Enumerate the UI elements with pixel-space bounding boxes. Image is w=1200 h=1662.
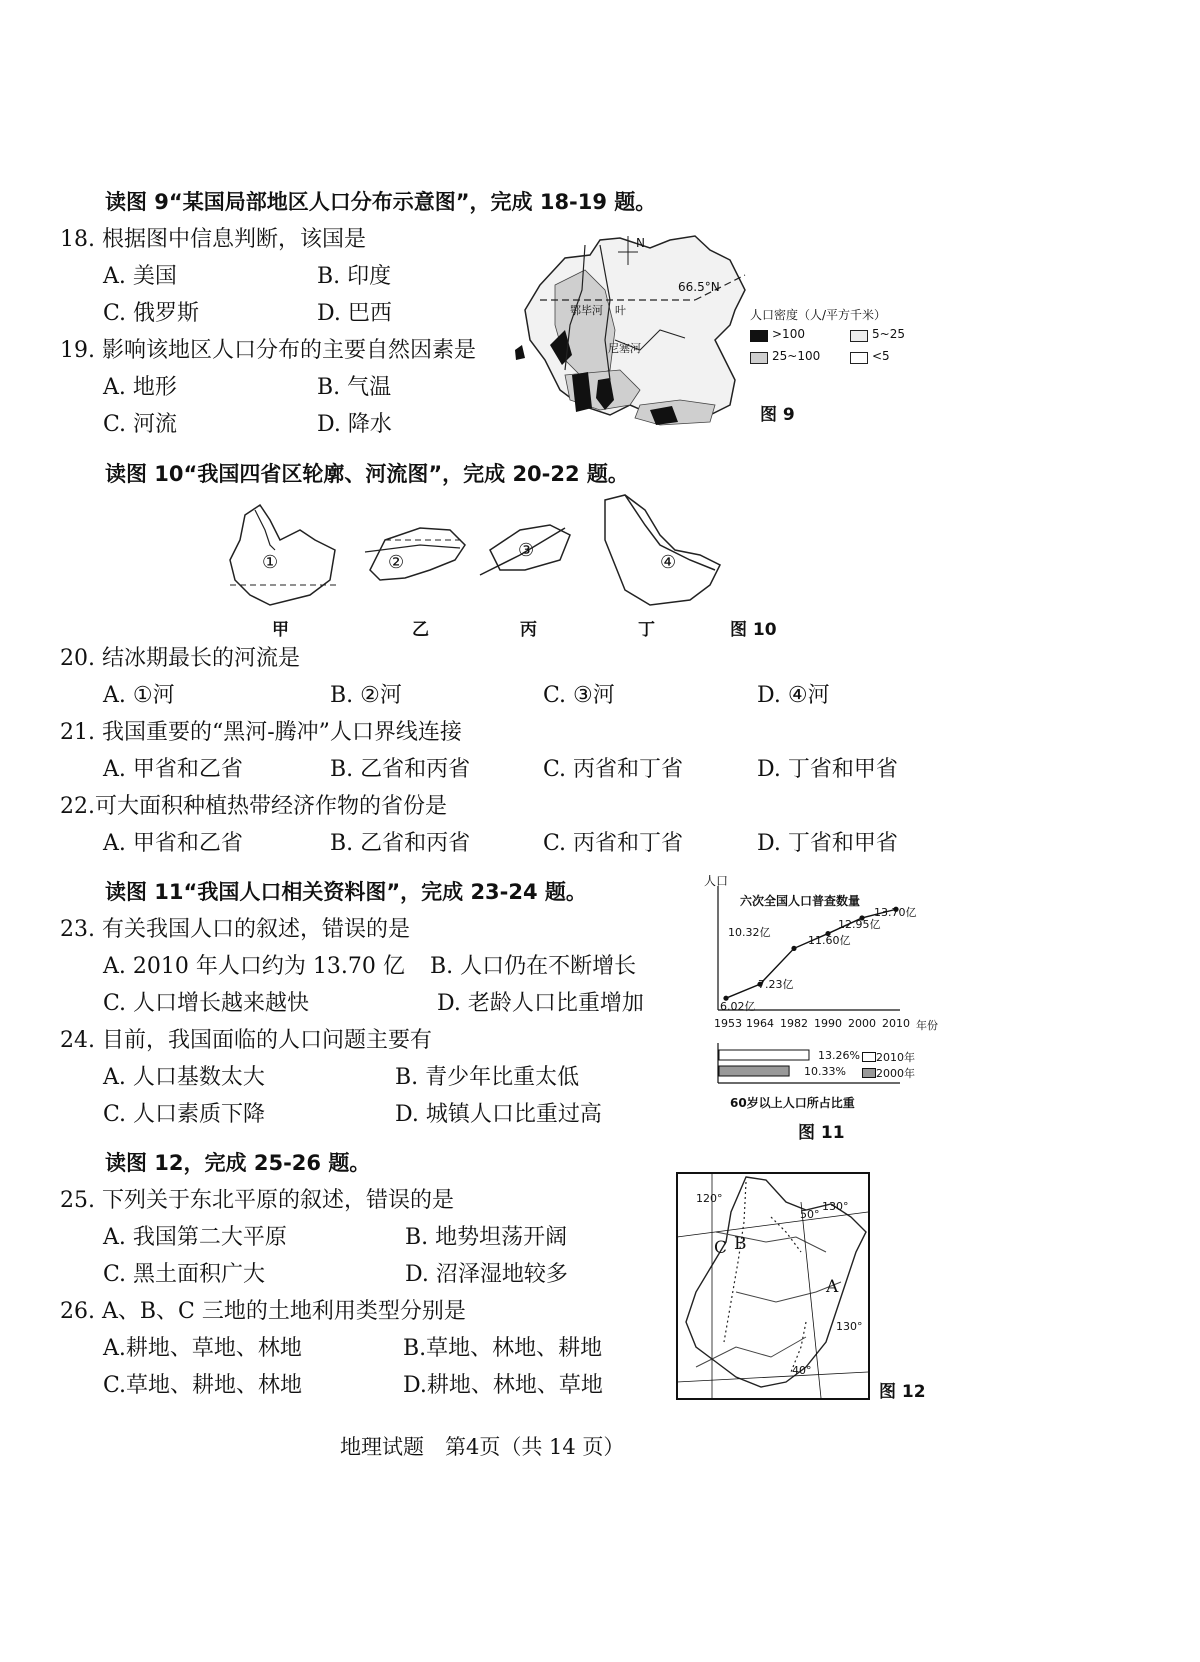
- figure-10-label: 图 10: [730, 620, 777, 640]
- question-24-option-b[interactable]: B. 青少年比重太低: [395, 1065, 580, 1090]
- parallel-label-50: 50°: [800, 1208, 820, 1221]
- legend-swatch-2010: [862, 1052, 876, 1062]
- section-intro-fig9: 读图 9“某国局部地区人口分布示意图”，完成 18-19 题。: [105, 190, 657, 214]
- population-chart-title: 六次全国人口普查数量: [740, 894, 861, 908]
- question-21-option-b[interactable]: B. 乙省和丙省: [330, 757, 471, 782]
- question-23-stem: 23. 有关我国人口的叙述，错误的是: [60, 917, 410, 942]
- question-25-option-d[interactable]: D. 沼泽湿地较多: [405, 1262, 568, 1287]
- question-24-stem: 24. 目前，我国面临的人口问题主要有: [60, 1028, 432, 1053]
- place-label-a: A: [826, 1277, 839, 1297]
- question-19-option-a[interactable]: A. 地形: [103, 375, 177, 400]
- question-20-option-c[interactable]: C. ③河: [543, 683, 615, 708]
- bar-label-2000: 10.33%: [804, 1065, 846, 1078]
- legend-title: 人口密度（人/平方千米）: [750, 308, 887, 322]
- province-label-ding: 丁: [638, 620, 655, 640]
- question-18-option-b[interactable]: B. 印度: [317, 264, 392, 289]
- figure-9-label: 图 9: [760, 405, 795, 425]
- point-label-1982: 10.32亿: [728, 926, 771, 939]
- point-label-1953: 6.02亿: [720, 1000, 756, 1013]
- question-24-option-a[interactable]: A. 人口基数太大: [103, 1065, 265, 1090]
- question-24-option-c[interactable]: C. 人口素质下降: [103, 1102, 266, 1127]
- population-point-1982: [791, 946, 796, 951]
- legend-swatch-sparse: [850, 330, 868, 342]
- figure-11-label: 图 11: [798, 1123, 845, 1143]
- meridian-label-130-top: 130°: [822, 1200, 849, 1213]
- river-marker-4: ④: [660, 552, 677, 573]
- legend-label-2000: 2000年: [876, 1067, 915, 1080]
- question-25-option-a[interactable]: A. 我国第二大平原: [103, 1225, 287, 1250]
- question-23-option-d[interactable]: D. 老龄人口比重增加: [437, 991, 644, 1016]
- question-18-option-c[interactable]: C. 俄罗斯: [103, 301, 200, 326]
- province-label-yi: 乙: [412, 620, 429, 640]
- question-26-option-d[interactable]: D.耕地、林地、草地: [403, 1373, 603, 1398]
- question-23-option-b[interactable]: B. 人口仍在不断增长: [430, 954, 637, 979]
- question-18-option-a[interactable]: A. 美国: [103, 264, 177, 289]
- question-22-option-d[interactable]: D. 丁省和甲省: [757, 831, 898, 856]
- section-intro-fig10: 读图 10“我国四省区轮廓、河流图”，完成 20-22 题。: [105, 462, 629, 486]
- question-25-option-b[interactable]: B. 地势坦荡开阔: [405, 1225, 568, 1250]
- province-outline-map: [220, 490, 800, 645]
- legend-label-sparse: 5~25: [872, 327, 905, 341]
- question-25-stem: 25. 下列关于东北平原的叙述，错误的是: [60, 1188, 454, 1213]
- legend-swatch-dense: [750, 330, 768, 342]
- question-23-option-a[interactable]: A. 2010 年人口约为 13.70 亿: [103, 954, 405, 979]
- river-marker-3: ③: [518, 540, 535, 561]
- question-19-option-c[interactable]: C. 河流: [103, 412, 178, 437]
- legend-label-2010: 2010年: [876, 1051, 915, 1064]
- question-22-stem: 22.可大面积种植热带经济作物的省份是: [60, 794, 447, 819]
- question-24-option-d[interactable]: D. 城镇人口比重过高: [395, 1102, 602, 1127]
- parallel-label-40: 40°: [792, 1364, 812, 1377]
- figure-12: [676, 1172, 936, 1407]
- year-label-1982: 1982: [780, 1017, 808, 1030]
- figure-9: [510, 230, 930, 445]
- year-label-2000: 2000: [848, 1017, 876, 1030]
- question-26-option-a[interactable]: A.耕地、草地、林地: [103, 1336, 302, 1361]
- river-marker-2: ②: [388, 552, 405, 573]
- place-label-c: C: [714, 1238, 728, 1258]
- figure-12-label: 图 12: [879, 1382, 926, 1402]
- figure-11: [700, 868, 960, 1148]
- legend-swatch-empty: [850, 352, 868, 364]
- section-intro-fig11: 读图 11“我国人口相关资料图”，完成 23-24 题。: [105, 880, 587, 904]
- elderly-share-bar-1: [719, 1066, 789, 1076]
- question-18-stem: 18. 根据图中信息判断，该国是: [60, 227, 366, 252]
- province-label-bing: 丙: [520, 620, 537, 640]
- bar-chart-title: 60岁以上人口所占比重: [730, 1096, 855, 1110]
- arctic-circle-label: 66.5°N: [678, 280, 720, 294]
- meridian-label-130-bottom: 130°: [836, 1320, 863, 1333]
- question-20-stem: 20. 结冰期最长的河流是: [60, 646, 300, 671]
- year-axis-unit: 年份: [916, 1019, 938, 1032]
- question-26-option-c[interactable]: C.草地、耕地、林地: [103, 1373, 303, 1398]
- north-arrow-label: N: [636, 236, 645, 250]
- river-marker-1: ①: [262, 552, 279, 573]
- point-label-2010: 13.70亿: [874, 906, 917, 919]
- page-footer: 地理试题 第4页（共 14 页）: [340, 1435, 625, 1459]
- legend-swatch-2000: [862, 1068, 876, 1078]
- question-21-option-d[interactable]: D. 丁省和甲省: [757, 757, 898, 782]
- river-label-ob: 鄂毕河: [570, 304, 603, 317]
- river-label-nisei: 尼塞河: [608, 342, 641, 355]
- place-label-b: B: [734, 1234, 747, 1254]
- legend-label-dense: >100: [772, 327, 805, 341]
- point-label-1990: 11.60亿: [808, 934, 851, 947]
- question-21-option-c[interactable]: C. 丙省和丁省: [543, 757, 684, 782]
- legend-swatch-medium: [750, 352, 768, 364]
- question-19-option-d[interactable]: D. 降水: [317, 412, 392, 437]
- legend-label-medium: 25~100: [772, 349, 821, 363]
- meridian-label-120: 120°: [696, 1192, 723, 1205]
- question-20-option-a[interactable]: A. ①河: [103, 683, 175, 708]
- year-label-1964: 1964: [746, 1017, 774, 1030]
- question-19-option-b[interactable]: B. 气温: [317, 375, 392, 400]
- province-label-jia: 甲: [272, 620, 289, 640]
- question-19-stem: 19. 影响该地区人口分布的主要自然因素是: [60, 338, 476, 363]
- legend-label-empty: <5: [872, 349, 890, 363]
- year-label-1953: 1953: [714, 1017, 742, 1030]
- question-18-option-d[interactable]: D. 巴西: [317, 301, 392, 326]
- elderly-share-bar-0: [719, 1050, 809, 1060]
- question-21-option-a[interactable]: A. 甲省和乙省: [103, 757, 243, 782]
- question-21-stem: 21. 我国重要的“黑河-腾冲”人口界线连接: [60, 720, 462, 745]
- question-23-option-c[interactable]: C. 人口增长越来越快: [103, 991, 310, 1016]
- year-label-1990: 1990: [814, 1017, 842, 1030]
- bar-label-2010: 13.26%: [818, 1049, 860, 1062]
- question-22-option-b[interactable]: B. 乙省和丙省: [330, 831, 471, 856]
- population-chart-ylabel: 人口: [704, 874, 729, 888]
- figure-10: [220, 490, 800, 645]
- question-22-option-a[interactable]: A. 甲省和乙省: [103, 831, 243, 856]
- question-26-option-b[interactable]: B.草地、林地、耕地: [403, 1336, 603, 1361]
- question-25-option-c[interactable]: C. 黑土面积广大: [103, 1262, 266, 1287]
- section-intro-fig12: 读图 12，完成 25-26 题。: [105, 1151, 371, 1175]
- question-20-option-d[interactable]: D. ④河: [757, 683, 830, 708]
- question-26-stem: 26. A、B、C 三地的土地利用类型分别是: [60, 1299, 466, 1324]
- point-label-2000: 12.95亿: [838, 918, 881, 931]
- point-label-1964: 7.23亿: [758, 978, 794, 991]
- question-20-option-b[interactable]: B. ②河: [330, 683, 402, 708]
- question-22-option-c[interactable]: C. 丙省和丁省: [543, 831, 684, 856]
- year-label-2010: 2010: [882, 1017, 910, 1030]
- river-label-ye: 叶: [615, 304, 626, 317]
